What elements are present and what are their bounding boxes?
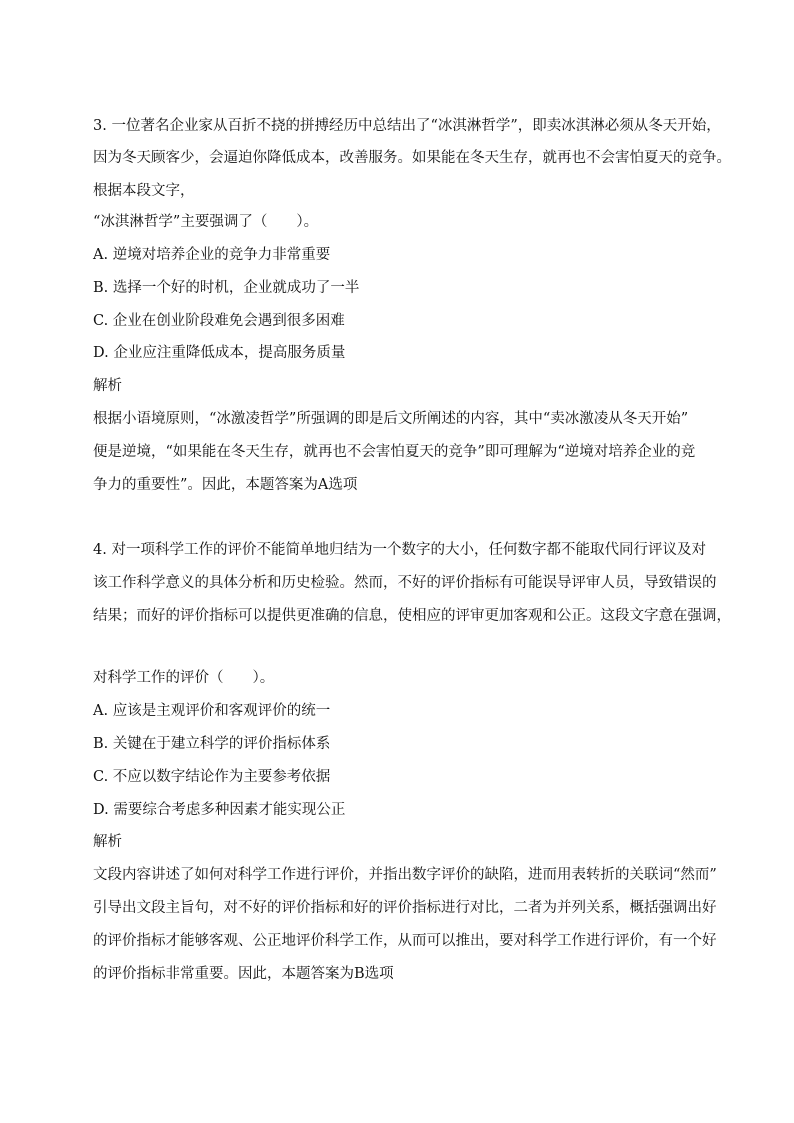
q4-analysis-line-2: 引导出文段主旨句，对不好的评价指标和好的评价指标进行对比，二者为并列关系，概括强调出好 [93,900,717,916]
q4-stem-line-1: 4. 对一项科学工作的评价不能简单地归结为一个数字的大小，任何数字都不能取代同行评议及对 [93,542,706,558]
q3-option-c: C. 企业在创业阶段难免会遇到很多困难 [93,313,345,329]
q3-stem-line-1: 3. 一位著名企业家从百折不挠的拼搏经历中总结出了“冰淇淋哲学”，即卖冰淇淋必须从冬天开始， [93,118,721,134]
q3-analysis-label: 解析 [93,378,122,394]
q4-analysis-line-4: 的评价指标非常重要。因此，本题答案为B选项 [93,966,394,982]
q4-analysis-label: 解析 [93,834,122,850]
q3-stem-line-4: “冰淇淋哲学”主要强调了（ ）。 [93,214,319,230]
q4-stem-line-3: 结果；而好的评价指标可以提供更准确的信息，使相应的评审更加客观和公正。这段文字意在强调， [93,608,731,624]
q3-stem-line-2: 因为冬天顾客少，会逼迫你降低成本，改善服务。如果能在冬天生存，就再也不会害怕夏天的竞争。 [93,150,731,166]
q3-analysis-line-3: 争力的重要性”。因此，本题答案为A选项 [93,477,358,493]
q4-stem-line-4: 对科学工作的评价（ ）。 [93,670,275,686]
q3-option-d: D. 企业应注重降低成本，提高服务质量 [93,345,346,361]
q3-option-a: A. 逆境对培养企业的竞争力非常重要 [93,247,331,263]
q4-stem-line-2: 该工作科学意义的具体分析和历史检验。然而，不好的评价指标有可能误导评审人员，导致错误的 [93,575,717,591]
q3-option-b: B. 选择一个好的时机，企业就成功了一半 [93,280,360,296]
q3-analysis-line-1: 根据小语境原则，“冰激凌哲学”所强调的即是后文所阐述的内容，其中“卖冰激凌从冬天开始” [93,411,689,427]
q3-stem-line-3: 根据本段文字， [93,183,195,199]
q4-analysis-line-1: 文段内容讲述了如何对科学工作进行评价，并指出数字评价的缺陷，进而用表转折的关联词“然而” [93,867,717,883]
q3-analysis-line-2: 便是逆境，“如果能在冬天生存，就再也不会害怕夏天的竞争”即可理解为“逆境对培养企业的竞 [93,444,696,460]
q4-option-c: C. 不应以数字结论作为主要参考依据 [93,769,331,785]
q4-option-d: D. 需要综合考虑多种因素才能实现公正 [93,802,346,818]
q4-option-a: A. 应该是主观评价和客观评价的统一 [93,703,331,719]
q4-option-b: B. 关键在于建立科学的评价指标体系 [93,736,331,752]
q4-analysis-line-3: 的评价指标才能够客观、公正地评价科学工作，从而可以推出，要对科学工作进行评价，有一个好 [93,933,717,949]
